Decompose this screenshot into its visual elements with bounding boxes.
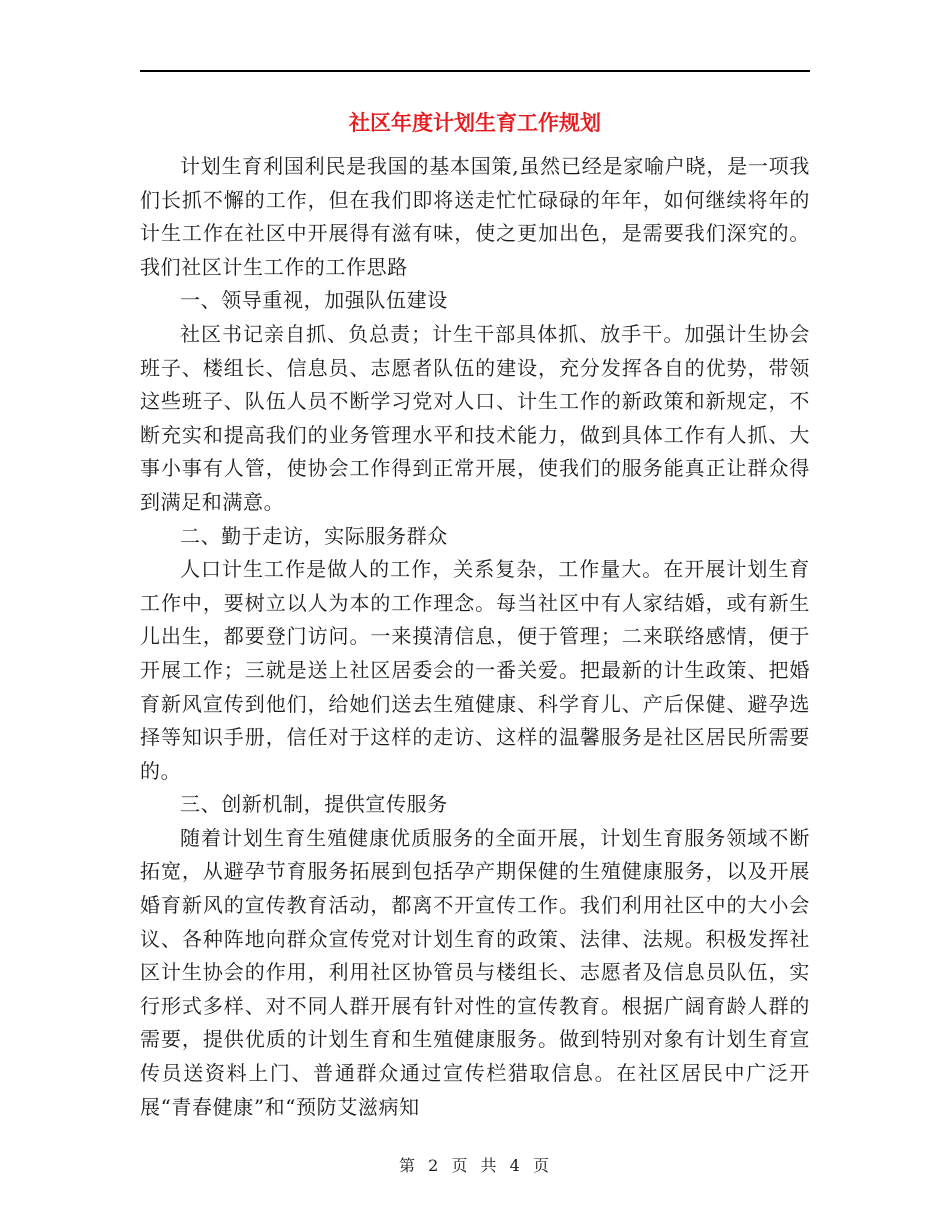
page-footer <box>0 1155 950 1177</box>
paragraph-section-3: 随着计划生育生殖健康优质服务的全面开展，计划生育服务领域不断拓宽，从避孕节育服务拓展到包括孕产期保健的生殖健康服务，以及开展婚育新风的宣传教育活动，都离不开宣传工作。我们利用社区中的大小会议、各种阵地向群众宣传党对计划生育的政策、法律、法规。积极发挥社区计生协会的作用，利用社区协管员与楼组长、志愿者及信息员队伍，实行形式多样、对不同人群开展有针对性的宣传教育。根据广阔育龄人群的需要，提供优质的计划生育和生殖健康服务。做到特别对象有计划生育宣传员送资料上门、普通群众通过宣传栏猎取信息。在社区居民中广泛开展“青春健康”和“预防艾滋病知 <box>140 825 810 1119</box>
paragraph-section-1: 社区书记亲自抓、负总责；计生干部具体抓、放手干。加强计生协会班子、楼组长、信息员、志愿者队伍的建设，充分发挥各自的优势，带领这些班子、队伍人员不断学习党对人口、计生工作的新政策和新规定，不断充实和提高我们的业务管理水平和技术能力，做到具体工作有人抓、大事小事有人管，使协会工作得到正常开展，使我们的服务能真正让群众得到满足和满意。 <box>140 321 810 514</box>
footer-total-prefix: 共 <box>480 1156 499 1175</box>
footer-total-pages: 4 <box>509 1156 522 1175</box>
section-heading-3: 三、创新机制，提供宣传服务 <box>180 792 448 817</box>
footer-current-page: 2 <box>428 1156 441 1175</box>
header-rule <box>140 70 810 72</box>
footer-prefix: 第 <box>399 1156 418 1175</box>
paragraph-section-2: 人口计生工作是做人的工作，关系复杂，工作量大。在开展计划生育工作中，要树立以人为本的工作理念。每当社区中有人家结婚，或有新生儿出生，都要登门访问。一来摸清信息，便于管理；二来联络感情，便于开展工作；三就是送上社区居委会的一番关爱。把最新的计生政策、把婚育新风宣传到他们，给她们送去生殖健康、科学育儿、产后保健、避孕选择等知识手册，信任对于这样的走访、这样的温馨服务是社区居民所需要的。 <box>140 557 810 783</box>
section-heading-1: 一、领导重视，加强队伍建设 <box>180 288 448 313</box>
footer-suffix: 页 <box>532 1156 551 1175</box>
document-body <box>140 150 810 1124</box>
footer-page-word: 页 <box>451 1156 470 1175</box>
section-heading-2: 二、勤于走访，实际服务群众 <box>180 523 448 548</box>
document-title: 社区年度计划生育工作规划 <box>349 111 601 135</box>
paragraph-intro: 计划生育利国利民是我国的基本国策,虽然已经是家喻户晓，是一项我们长抓不懈的工作，但在我们即将送走忙忙碌碌的年年，如何继续将年的计生工作在社区中开展得有滋有味，使之更加出色，是需要我们深究的。我们社区计生工作的工作思路 <box>140 154 810 279</box>
